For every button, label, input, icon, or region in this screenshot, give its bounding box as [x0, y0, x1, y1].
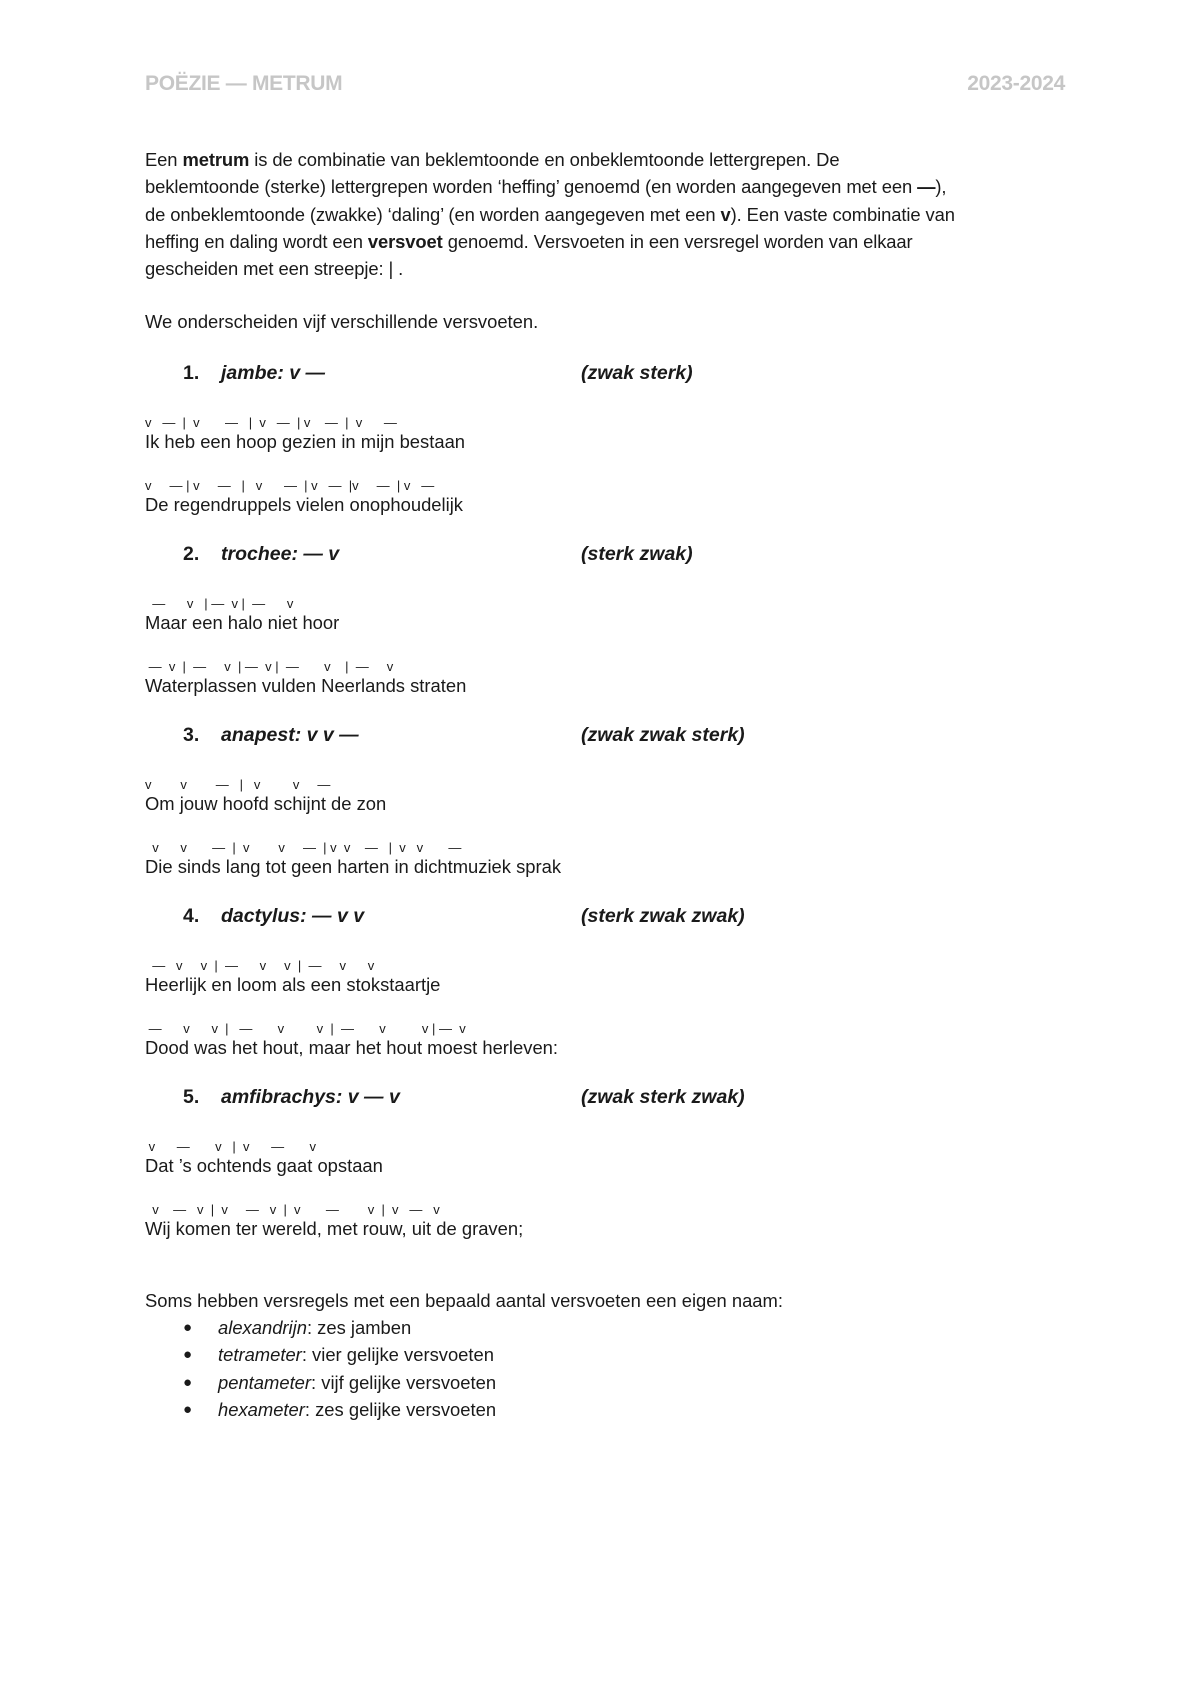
foot-gloss: (zwak zwak sterk) [581, 723, 745, 746]
verse-example [145, 660, 1065, 698]
list-item-text [218, 1341, 494, 1368]
foot-number: 5. [183, 1085, 200, 1108]
list-item [145, 1396, 1065, 1423]
verse-line: Die sinds lang tot geen harten in dichtmuziek sprak [145, 855, 562, 877]
list-term: pentameter [218, 1371, 312, 1393]
scansion-line: v — | v — | v — | v — |v — | v — [145, 477, 435, 493]
list-item [145, 1341, 1065, 1368]
intro-paragraph [145, 146, 1065, 282]
bullet-icon: ● [183, 1346, 193, 1364]
list-desc: : zes jamben [306, 1317, 412, 1339]
intro-text: Een [145, 149, 183, 170]
verse-example [145, 959, 1065, 997]
foot-heading [145, 543, 1065, 570]
daling-symbol: v [720, 203, 731, 225]
document-body [145, 146, 1065, 1423]
scansion-line: v — v | v — v | v — v | v — v [145, 1201, 440, 1217]
list-item-text [218, 1369, 496, 1396]
verse-line: Dat ’s ochtends gaat opstaan [145, 1154, 383, 1176]
verse-line: Heerlijk en loom als een stokstaartje [145, 973, 441, 995]
term-metrum: metrum [182, 149, 250, 170]
list-desc: : vier gelijke versvoeten [301, 1344, 494, 1366]
bullet-icon: ● [183, 1400, 193, 1418]
scansion-line: — v v | — v v | — v v [145, 957, 375, 973]
scansion-line: v — | v — | v — | v — | v — [145, 414, 397, 430]
header-title: POËZIE — METRUM [145, 72, 343, 95]
feet-list [145, 362, 1065, 1241]
bullet-icon: ● [183, 1373, 193, 1391]
foot-name: trochee: — v [221, 542, 340, 565]
foot-gloss: (sterk zwak) [581, 542, 693, 565]
foot-heading [145, 905, 1065, 932]
foot-name: dactylus: — v v [221, 904, 365, 927]
foot-name: anapest: v v — [221, 723, 359, 746]
list-term: tetrameter [218, 1344, 302, 1366]
foot-number: 2. [183, 542, 200, 565]
list-item [145, 1314, 1065, 1341]
intro-text: is de combinatie van beklemtoonde en onbeklemtoonde lettergrepen. De [249, 149, 840, 170]
bullet-list [145, 1314, 1065, 1423]
verse-line: Wij komen ter wereld, met rouw, uit de graven; [145, 1217, 524, 1239]
scansion-line: v — v | v — v [145, 1138, 316, 1154]
scansion-line: — v | — v | — v | — v | — v [145, 658, 394, 674]
verse-example [145, 479, 1065, 517]
foot-number: 3. [183, 723, 200, 746]
verse-example [145, 1022, 1065, 1060]
term-versvoet: versvoet [367, 230, 443, 252]
verse-line: Om jouw hoofd schijnt de zon [145, 792, 387, 814]
intro-text: ), [935, 176, 947, 198]
list-item-text [218, 1396, 496, 1423]
subintro: We onderscheiden vijf verschillende versvoeten. [145, 311, 539, 333]
page-header [145, 72, 1065, 96]
foot-number: 1. [183, 361, 200, 384]
verse-line: Maar een halo niet hoor [145, 611, 340, 633]
foot-heading [145, 724, 1065, 751]
intro-text: gescheiden met een streepje: | . [145, 258, 404, 280]
intro-text: ). Een vaste combinatie van [730, 203, 955, 225]
list-term: alexandrijn [218, 1317, 307, 1339]
bullet-icon: ● [183, 1319, 193, 1337]
verse-example [145, 416, 1065, 454]
scansion-line: — v v | — v v | — v v | — v [145, 1020, 466, 1036]
foot-number: 4. [183, 904, 200, 927]
verse-example [145, 597, 1065, 635]
list-desc: : zes gelijke versvoeten [304, 1398, 497, 1420]
header-year: 2023-2024 [967, 72, 1065, 95]
verse-line: De regendruppels vielen onophoudelijk [145, 493, 463, 515]
scansion-line: v v — | v v — [145, 776, 331, 792]
verse-line: Waterplassen vulden Neerlands straten [145, 674, 467, 696]
verse-example [145, 1140, 1065, 1178]
foot-heading [145, 362, 1065, 389]
verse-line: Dood was het hout, maar het hout moest herleven: [145, 1036, 559, 1058]
list-item-text [218, 1314, 411, 1341]
outro-paragraph: Soms hebben versregels met een bepaald aantal versvoeten een eigen naam: [145, 1289, 783, 1311]
foot-gloss: (zwak sterk zwak) [581, 1085, 745, 1108]
list-item [145, 1369, 1065, 1396]
scansion-line: — v | — v | — v [145, 595, 294, 611]
foot-gloss: (sterk zwak zwak) [581, 904, 745, 927]
heffing-symbol: — [917, 176, 936, 198]
verse-example [145, 841, 1065, 879]
intro-text: de onbeklemtoonde (zwakke) ‘daling’ (en worden aangegeven met een [145, 203, 721, 225]
intro-text: heffing en daling wordt een [145, 230, 368, 252]
foot-gloss: (zwak sterk) [581, 361, 693, 384]
intro-text: beklemtoonde (sterke) lettergrepen worden ‘heffing’ genoemd (en worden aangegeven met een [145, 176, 918, 198]
intro-text: genoemd. Versvoeten in een versregel worden van elkaar [442, 230, 913, 252]
verse-example [145, 778, 1065, 816]
list-term: hexameter [218, 1398, 305, 1420]
foot-name: jambe: v — [221, 361, 326, 384]
verse-line: Ik heb een hoop gezien in mijn bestaan [145, 430, 466, 452]
verse-example [145, 1203, 1065, 1241]
scansion-line: v v — | v v — | v v — | v v — [145, 839, 462, 855]
foot-name: amfibrachys: v — v [221, 1085, 400, 1108]
list-desc: : vijf gelijke versvoeten [311, 1371, 497, 1393]
foot-heading [145, 1086, 1065, 1113]
